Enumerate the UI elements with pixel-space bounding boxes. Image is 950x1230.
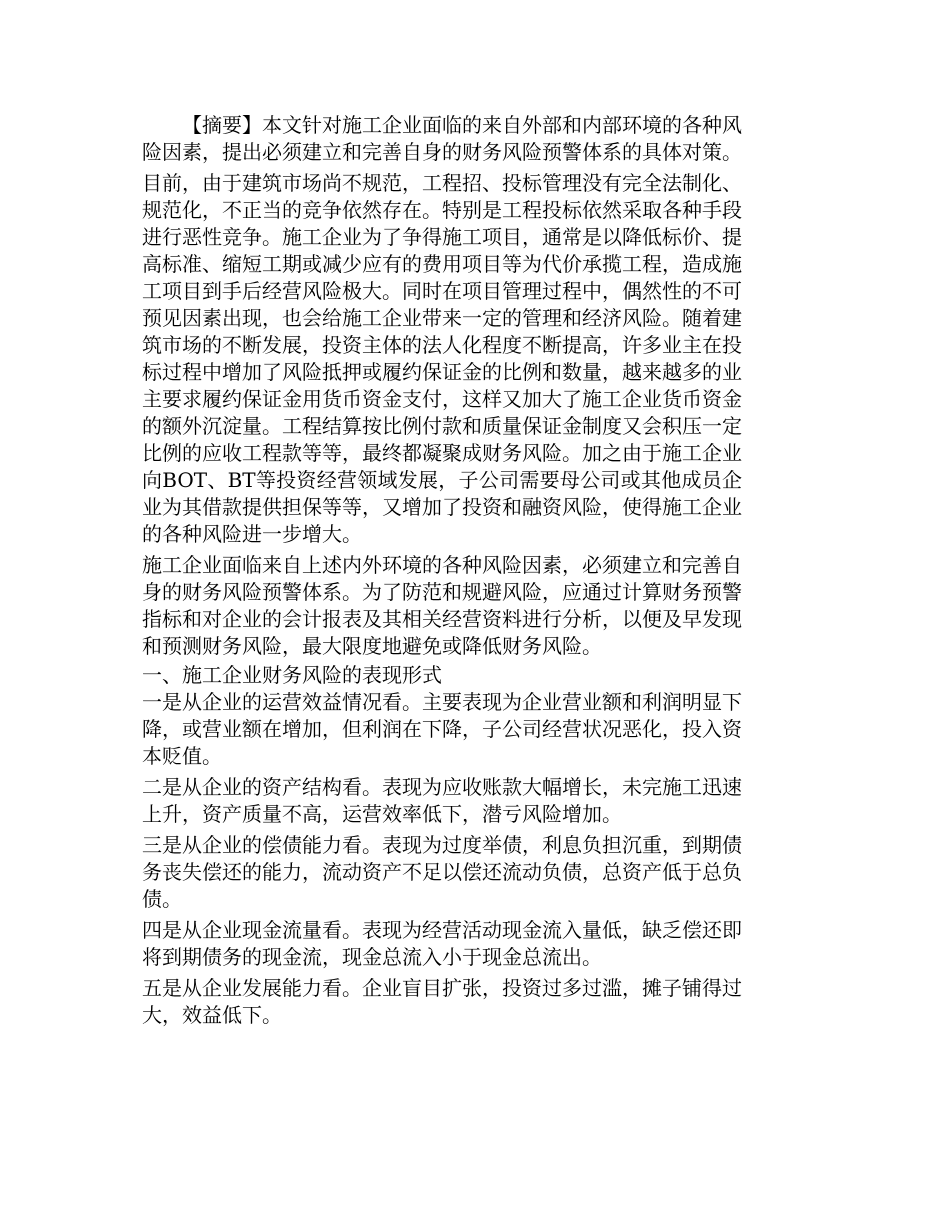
- body-paragraph-2: 施工企业面临来自上述内外环境的各种风险因素，必须建立和完善自身的财务风险预警体系。为了防范和规避风险，应通过计算财务预警指标和对企业的会计报表及其相关经营资料进行分析，以便及早发现和预测财务风险，最大限度地避免或降低财务风险。: [142, 553, 742, 658]
- list-item-1: 一是从企业的运营效益情况看。主要表现为企业营业额和利润明显下降，或营业额在增加，但利润在下降，子公司经营状况恶化，投入资本贬值。: [142, 690, 742, 768]
- document-page: [142, 112, 742, 1029]
- body-paragraph-1: 目前，由于建筑市场尚不规范，工程招、投标管理没有完全法制化、规范化，不正当的竞争依然存在。特别是工程投标依然采取各种手段进行恶性竞争。施工企业为了争得施工项目，通常是以降低标价、提高标准、缩短工期或减少应有的费用项目等为代价承揽工程，造成施工项目到手后经营风险极大。同时在项目管理过程中，偶然性的不可预见因素出现，也会给施工企业带来一定的管理和经济风险。随着建筑市场的不断发展，投资主体的法人化程度不断提高，许多业主在投标过程中增加了风险抵押或履约保证金的比例和数量，越来越多的业主要求履约保证金用货币资金支付，这样又加大了施工企业货币资金的额外沉淀量。工程结算按比例付款和质量保证金制度又会积压一定比例的应收工程款等等，最终都凝聚成财务风险。加之由于施工企业向BOT、BT等投资经营领域发展，子公司需要母公司或其他成员企业为其借款提供担保等等，又增加了投资和融资风险，使得施工企业的各种风险进一步增大。: [142, 171, 742, 546]
- list-item-4: 四是从企业现金流量看。表现为经营活动现金流入量低，缺乏偿还即将到期债务的现金流，现金总流入小于现金总流出。: [142, 918, 742, 969]
- section-heading: 一、施工企业财务风险的表现形式: [142, 663, 442, 687]
- list-item-3: 三是从企业的偿债能力看。表现为过度举债，利息负担沉重，到期债务丧失偿还的能力，流动资产不足以偿还流动负债，总资产低于总负债。: [142, 833, 742, 911]
- list-item-5: 五是从企业发展能力看。企业盲目扩张，投资过多过滥，摊子铺得过大，效益低下。: [142, 976, 742, 1027]
- list-item-2: 二是从企业的资产结构看。表现为应收账款大幅增长，未完施工迅速上升，资产质量不高，运营效率低下，潜亏风险增加。: [142, 775, 742, 826]
- abstract-paragraph: 【摘要】本文针对施工企业面临的来自外部和内部环境的各种风险因素，提出必须建立和完善自身的财务风险预警体系的具体对策。: [142, 113, 742, 164]
